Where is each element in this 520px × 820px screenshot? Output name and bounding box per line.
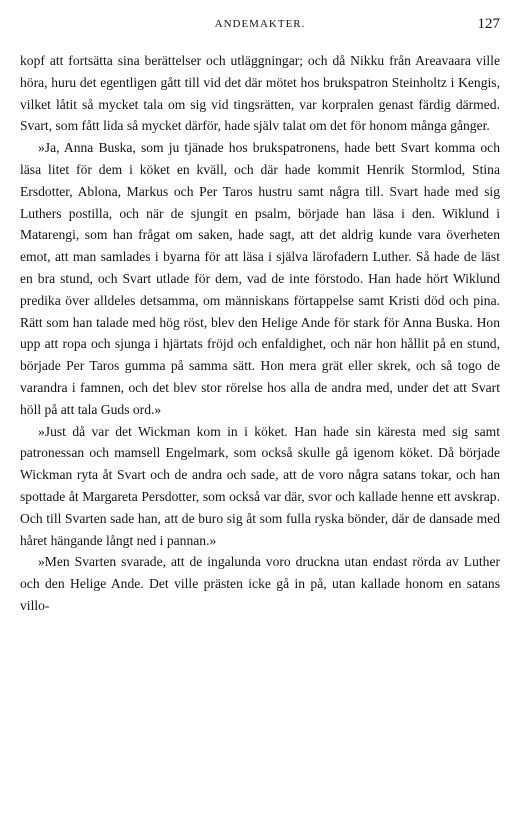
- running-header: [20, 18, 500, 46]
- paragraph-svart-reply: »Men Svarten svarade, att de ingalunda voro druckna utan endast rörda av Luther och den Helige Ande. Det ville prästen icke gå in på, utan kallade honom en satans villo-: [20, 554, 500, 613]
- page-number: 127: [477, 16, 500, 32]
- paragraph-wickman-arrives: »Just då var det Wickman kom in i köket. Han hade sin käresta med sig samt patronessan och mamsell Engelmark, som också skulle gå igenom köket. Då började Wickman ryta åt Svart och de andra och sade, att de voro några satans tokar, och han spottade åt Margareta Persdotter, som också var där, svor och kallade henne ett avskrap. Och till Svarten sade han, att de buro sig åt som fulla ryska bönder, där de dansade med håret hängande långt ned i pannan.»: [20, 423, 500, 548]
- book-page: [20, 0, 500, 820]
- body-text: [20, 50, 500, 617]
- running-title: ANDEMAKTER.: [214, 18, 306, 30]
- paragraph-meeting-account: »Ja, Anna Buska, som ju tjänade hos brukspatronens, hade bett Svart komma och läsa litet för dem i köket en kväll, och där hade kommit Henrik Stormlod, Stina Ersdotter, Ablona, Markus och Per Taros hustru samt några till. Svart hade med sig Luthers postilla, och när de sjungit en psalm, började han läsa i den. Wiklund i Matarengi, som han frågat om saken, hade sagt, att det aldrig kunde vara överheten emot, att man samlades i byarna för att läsa i själva lärofadern Luther. Så hade de läst en bra stund, och Svart utlade för dem, vad de inte förstodo. Han hade hört Wiklund predika över alldeles detsamma, om människans förtappelse samt Kristi död och pina. Rätt som han talade med hög röst, blev den Helige Ande för stark för Anna Buska. Hon upp att ropa och sjunga i hjärtats fröjd och enfaldighet, och när hon hållit på en stund, började Per Taros gumma på samma sätt. Hon mera grät eller skrek, och så togo de varandra i famnen, och det blev stor rörelse hos alla de andra med, under det att Svart höll på att tala Guds ord.»: [20, 140, 500, 417]
- paragraph-continuation: kopf att fortsätta sina berättelser och utläggningar; och då Nikku från Areavaara ville höra, huru det egentligen gått till vid det där mötet hos brukspatron Steinholtz i Kengis, vilket låtit så mycket tala om sig vid tingsrätten, var korpralen genast färdig därmed. Svart, som fått lida så mycket därför, hade själv talat om det för honom många gånger.: [20, 53, 500, 134]
